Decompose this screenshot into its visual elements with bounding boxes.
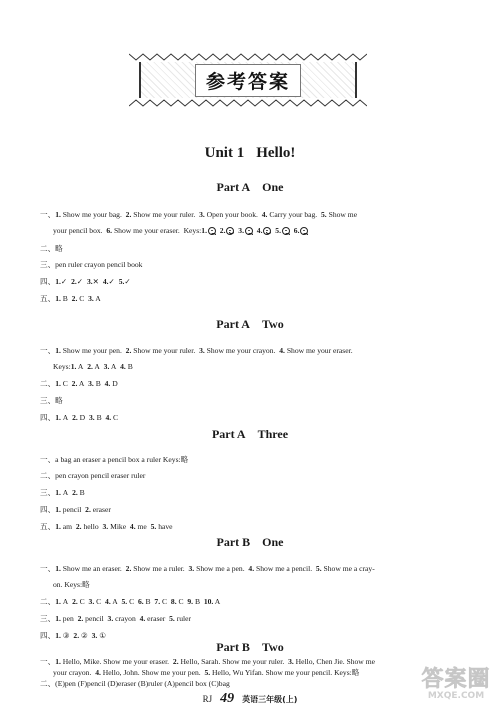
answer-banner: [129, 52, 367, 108]
answer-line: 二、略: [40, 244, 63, 253]
happy-face-icon: [263, 227, 271, 235]
edition-code: RJ: [202, 694, 213, 704]
sad-face-icon: [300, 227, 308, 235]
part-heading: Part B Two: [216, 640, 284, 654]
answer-line: 五、1. am 2. hello 3. Mike 4. me 5. have: [40, 522, 173, 531]
answer-line: your crayon. 4. Hello, John. Show me your pen. 5. Hello, Wu Yifan. Show me your pencil. Keys:略: [53, 668, 360, 677]
part-heading: Part A Three: [211, 427, 289, 441]
answer-line: 五、1. B 2. C 3. A: [40, 294, 101, 303]
answer-line: 二、1. C 2. A 3. B 4. D: [40, 379, 118, 388]
answer-line: 二、pen crayon pencil eraser ruler: [40, 471, 146, 480]
part-heading: Part B One: [216, 535, 284, 549]
answer-line: 一、1. Show me an eraser. 2. Show me a ruler. 3. Show me a pen. 4. Show me a pencil. 5. Show me a cray-: [40, 564, 375, 573]
answer-line: 四、1.✓ 2.✓ 3.✕ 4.✓ 5.✓: [40, 277, 131, 286]
answer-line: 一、1. Show me your bag. 2. Show me your ruler. 3. Open your book. 4. Carry your bag. 5. Show me: [40, 210, 358, 219]
sad-face-icon: [282, 227, 290, 235]
watermark-url: MXQE.COM: [427, 691, 485, 701]
part-heading: Part A Two: [216, 317, 284, 331]
answer-line: 二、(E)pen (F)pencil (D)eraser (B)ruler (A)pencil box (C)bag: [40, 679, 230, 688]
banner-title: 参考答案: [195, 64, 301, 97]
unit-title: [0, 145, 500, 162]
answer-line: 二、1. A 2. C 3. C 4. A 5. C 6. B 7. C 8. C 9. B 10. A: [40, 597, 221, 606]
answer-line: 三、1. A 2. B: [40, 488, 85, 497]
banner-top-border: [129, 52, 367, 62]
book-title: 英语三年级(上): [242, 695, 298, 704]
answer-line: 一、1. Hello, Mike. Show me your eraser. 2. Hello, Sarah. Show me your ruler. 3. Hello, Chen Jie. Show me: [40, 657, 375, 666]
banner-bottom-border: [129, 98, 367, 108]
answer-line: 四、1. A 2. D 3. B 4. C: [40, 413, 119, 422]
banner-inner: [139, 62, 357, 98]
answer-line: your pencil box. 6. Show me your eraser. Keys:1. 2. 3. 4. 5. 6.: [53, 226, 308, 236]
answer-line: 一、1. Show me your pen. 2. Show me your ruler. 3. Show me your crayon. 4. Show me your eraser.: [40, 346, 353, 355]
sad-face-icon: [208, 227, 216, 235]
answer-line: 四、1. ③ 2. ② 3. ①: [40, 631, 107, 640]
answer-line: 一、a bag an eraser a pencil box a ruler Keys:略: [40, 455, 189, 464]
page-number: 49: [220, 691, 235, 706]
watermark-text: 答案圈: [421, 667, 491, 692]
happy-face-icon: [226, 227, 234, 235]
answer-line: 三、pen ruler crayon pencil book: [40, 260, 143, 269]
answer-line: Keys:1. A 2. A 3. A 4. B: [53, 362, 133, 371]
unit-name: Hello!: [256, 145, 296, 161]
part-heading: Part A One: [216, 180, 284, 194]
unit-number: Unit 1: [204, 145, 245, 161]
answer-line: 三、略: [40, 396, 63, 405]
answer-line: 四、1. pencil 2. eraser: [40, 505, 111, 514]
answer-line: 三、1. pen 2. pencil 3. crayon 4. eraser 5. ruler: [40, 614, 192, 623]
answer-line: on. Keys:略: [53, 580, 90, 589]
sad-face-icon: [245, 227, 253, 235]
watermark-logo: [414, 662, 498, 712]
